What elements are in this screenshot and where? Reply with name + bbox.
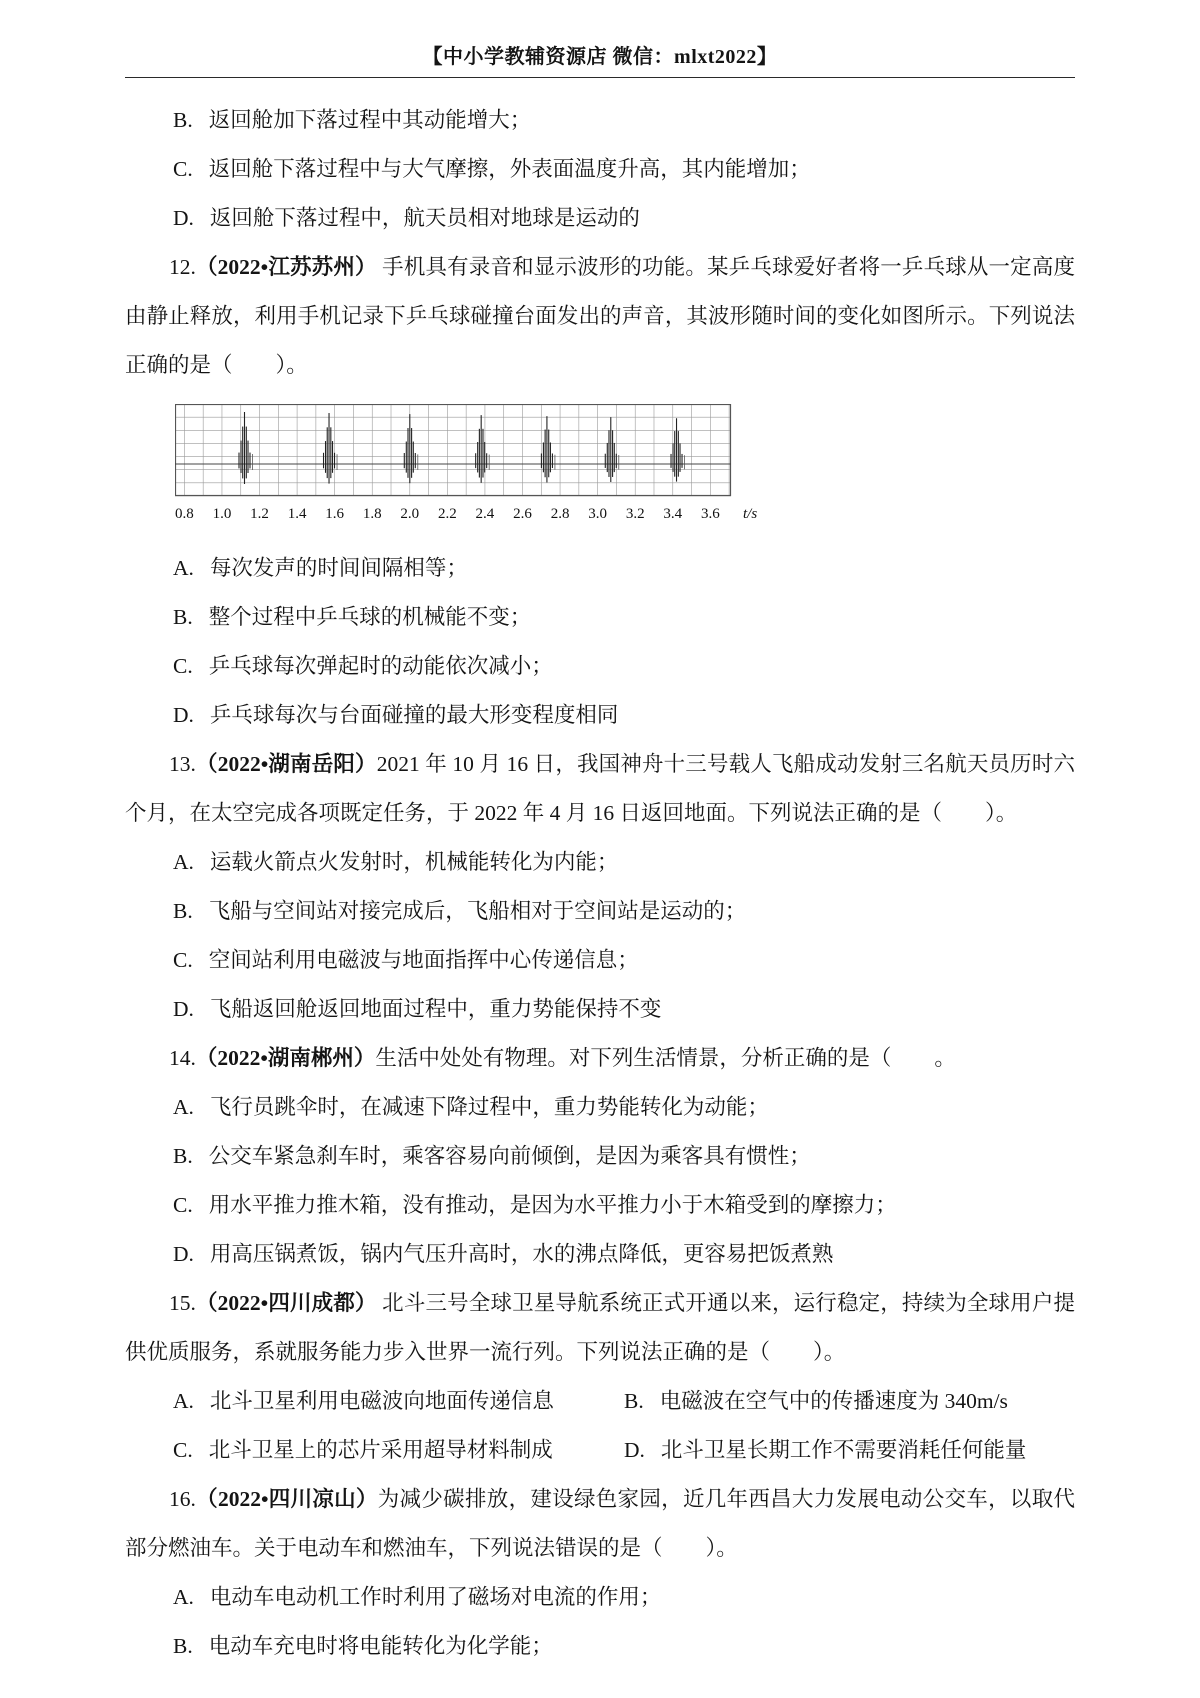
option-label: D. <box>624 1438 645 1462</box>
question-text: 手机具有录音和显示波形的功能。某乒乓球爱好者将一乒乓球从一定高度由静止释放，利用手机记录下乒乓球碰撞台面发出的声音，其波形随时间的变化如图所示。下列说法正确的是（ ）。 <box>125 255 1075 377</box>
option-label: B. <box>173 605 193 629</box>
question-source: （2022•四川凉山） <box>195 1487 378 1511</box>
option-text: 返回舱下落过程中，航天员相对地球是运动的 <box>209 206 640 230</box>
q11-remaining-options <box>125 96 1075 243</box>
option-text: 电动车电动机工作时利用了磁场对电流的作用； <box>209 1585 662 1609</box>
question-source: （2022•湖南岳阳） <box>195 752 377 776</box>
question-source: （2022•江苏苏州） <box>195 255 377 279</box>
svg-text:1.4: 1.4 <box>287 506 307 522</box>
option-text: 乒乓球每次与台面碰撞的最大形变程度相同 <box>209 703 619 727</box>
option-cell <box>173 1426 624 1475</box>
option-label: A. <box>173 1095 194 1119</box>
q12-waveform-figure <box>175 404 1075 534</box>
waveform-chart <box>175 404 781 528</box>
option-text: 空间站利用电磁波与地面指挥中心传递信息； <box>208 948 639 972</box>
option-cell <box>624 1426 1075 1475</box>
option-text: 北斗卫星长期工作不需要消耗任何能量 <box>660 1438 1027 1462</box>
svg-text:2.0: 2.0 <box>400 506 420 522</box>
question-source: （2022•湖南郴州） <box>195 1046 376 1070</box>
question-number: 15. <box>169 1291 196 1315</box>
option-line <box>125 1083 1075 1132</box>
option-label: B. <box>173 108 193 132</box>
question-16-stem <box>125 1475 1075 1573</box>
option-text: 飞行员跳伞时，在减速下降过程中，重力势能转化为动能； <box>209 1095 769 1119</box>
question-14-stem <box>125 1034 1075 1083</box>
option-label: D. <box>173 703 194 727</box>
question-15-options <box>125 1377 1075 1475</box>
option-line <box>125 985 1075 1034</box>
question-number: 14. <box>169 1046 196 1070</box>
svg-text:0.8: 0.8 <box>175 506 194 522</box>
option-line <box>125 936 1075 985</box>
svg-text:1.0: 1.0 <box>212 506 232 522</box>
question-number: 13. <box>169 752 196 776</box>
option-label: B. <box>624 1389 644 1413</box>
question-number: 16. <box>169 1487 196 1511</box>
question-15-stem <box>125 1279 1075 1377</box>
option-line <box>125 887 1075 936</box>
question-12-stem <box>125 243 1075 390</box>
question-number: 12. <box>169 255 196 279</box>
option-text: 北斗卫星上的芯片采用超导材料制成 <box>208 1438 553 1462</box>
question-13-stem <box>125 740 1075 838</box>
option-label: B. <box>173 1144 193 1168</box>
svg-text:1.6: 1.6 <box>325 506 345 522</box>
svg-text:3.2: 3.2 <box>625 506 645 522</box>
option-text: 飞船返回舱返回地面过程中，重力势能保持不变 <box>209 997 662 1021</box>
option-label: A. <box>173 1585 194 1609</box>
option-line <box>125 1230 1075 1279</box>
option-line <box>125 194 1075 243</box>
option-label: C. <box>173 1193 193 1217</box>
svg-text:1.8: 1.8 <box>362 506 382 522</box>
option-line <box>125 1426 1075 1475</box>
option-text: 用水平推力推木箱，没有推动，是因为水平推力小于木箱受到的摩擦力； <box>208 1193 897 1217</box>
option-line <box>125 691 1075 740</box>
option-label: A. <box>173 556 194 580</box>
option-text: 运载火箭点火发射时，机械能转化为内能； <box>209 850 619 874</box>
option-line <box>125 1622 1075 1671</box>
svg-text:2.8: 2.8 <box>550 506 570 522</box>
question-source: （2022•四川成都） <box>195 1291 377 1315</box>
option-cell <box>173 1377 624 1426</box>
svg-text:1.2: 1.2 <box>250 506 269 522</box>
svg-text:t/s: t/s <box>743 506 758 522</box>
svg-text:3.6: 3.6 <box>700 506 720 522</box>
svg-text:3.0: 3.0 <box>588 506 608 522</box>
svg-text:2.4: 2.4 <box>475 506 495 522</box>
option-label: B. <box>173 1634 193 1658</box>
question-12-options <box>125 544 1075 740</box>
option-line <box>125 1377 1075 1426</box>
option-line <box>125 96 1075 145</box>
option-line <box>125 1573 1075 1622</box>
question-text: 北斗三号全球卫星导航系统正式开通以来，运行稳定，持续为全球用户提供优质服务，系就服务能力步入世界一流行列。下列说法正确的是（ ）。 <box>125 1291 1075 1364</box>
option-label: D. <box>173 206 194 230</box>
question-text: 2021 年 10 月 16 日，我国神舟十三号载人飞船成动发射三名航天员历时六个月，在太空完成各项既定任务，于 2022 年 4 月 16 日返回地面。下列说法正确的是（ ）。 <box>125 752 1075 825</box>
option-text: 电动车充电时将电能转化为化学能； <box>208 1634 553 1658</box>
svg-text:2.6: 2.6 <box>513 506 532 522</box>
option-line <box>125 1132 1075 1181</box>
svg-text:3.4: 3.4 <box>663 506 683 522</box>
option-text: 整个过程中乒乓球的机械能不变； <box>208 605 532 629</box>
option-label: B. <box>173 899 193 923</box>
option-label: C. <box>173 654 193 678</box>
option-text: 公交车紧急刹车时，乘客容易向前倾倒，是因为乘客具有惯性； <box>208 1144 811 1168</box>
option-label: C. <box>173 948 193 972</box>
option-label: C. <box>173 1438 193 1462</box>
question-text: 为减少碳排放，建设绿色家园，近几年西昌大力发展电动公交车，以取代部分燃油车。关于电动车和燃油车，下列说法错误的是（ ）。 <box>125 1487 1075 1560</box>
page-header: 【中小学教辅资源店 微信：mlxt2022】 <box>422 46 778 68</box>
option-text: 用高压锅煮饭，锅内气压升高时，水的沸点降低，更容易把饭煮熟 <box>209 1242 834 1266</box>
option-text: 乒乓球每次弹起时的动能依次减小； <box>208 654 553 678</box>
option-line <box>125 838 1075 887</box>
option-text: 北斗卫星利用电磁波向地面传递信息 <box>209 1389 554 1413</box>
option-line <box>125 544 1075 593</box>
option-line <box>125 642 1075 691</box>
svg-text:2.2: 2.2 <box>437 506 457 522</box>
option-label: A. <box>173 850 194 874</box>
option-text: 飞船与空间站对接完成后，飞船相对于空间站是运动的； <box>208 899 747 923</box>
page-content <box>0 77 1200 1671</box>
option-text: 电磁波在空气中的传播速度为 340m/s <box>659 1389 1008 1413</box>
option-cell <box>624 1377 1075 1426</box>
option-line <box>125 1181 1075 1230</box>
question-14-options <box>125 1083 1075 1279</box>
question-16-options <box>125 1573 1075 1671</box>
option-label: C. <box>173 157 193 181</box>
option-text: 返回舱加下落过程中其动能增大； <box>208 108 532 132</box>
option-text: 返回舱下落过程中与大气摩擦，外表面温度升高，其内能增加； <box>208 157 811 181</box>
header-divider <box>125 77 1075 78</box>
option-label: A. <box>173 1389 194 1413</box>
question-text: 生活中处处有物理。对下列生活情景，分析正确的是（ 。 <box>375 1046 956 1070</box>
option-label: D. <box>173 1242 194 1266</box>
option-text: 每次发声的时间间隔相等； <box>209 556 468 580</box>
option-line <box>125 145 1075 194</box>
option-line <box>125 593 1075 642</box>
option-label: D. <box>173 997 194 1021</box>
question-13-options <box>125 838 1075 1034</box>
